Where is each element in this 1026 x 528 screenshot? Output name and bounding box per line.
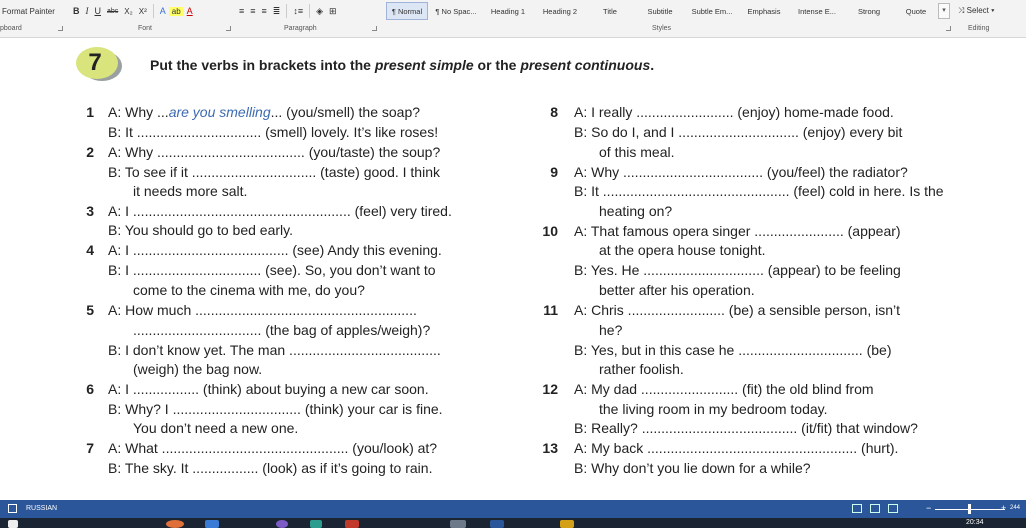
question-number: 10: [542, 223, 558, 239]
language-indicator[interactable]: RUSSIAN: [26, 505, 58, 512]
highlight-icon[interactable]: ab: [169, 7, 184, 16]
zoom-level[interactable]: 244: [1010, 505, 1021, 511]
font-group-label: Font: [138, 25, 153, 32]
q12-line-b: B: Really? ........................................ (it/fit) that window?: [574, 420, 918, 436]
style-item[interactable]: Heading 1: [490, 6, 526, 16]
align-left-icon[interactable]: ≡: [239, 6, 245, 16]
style-item[interactable]: Subtitle: [647, 6, 673, 16]
app-icon[interactable]: [310, 520, 322, 528]
read-mode-icon[interactable]: [852, 504, 862, 513]
question-number: 8: [550, 104, 558, 120]
question-number: 5: [86, 302, 94, 318]
q10-line-b2: better after his operation.: [599, 282, 755, 298]
paragraph-launcher-icon[interactable]: [372, 26, 377, 31]
q10-line-b: B: Yes. He ............................... (appear) to be feeling: [574, 262, 901, 278]
q1-line-b: B: It ................................ (smell) lovely. It’s like roses!: [108, 124, 439, 140]
q2-line-a: A: Why ...................................... (you/taste) the soup?: [108, 144, 441, 160]
q11-line-a: A: Chris ......................... (be) a sensible person, isn’t: [574, 302, 901, 318]
q8-line-b2: of this meal.: [599, 144, 675, 160]
q10-line-a2: at the opera house tonight.: [599, 242, 766, 258]
q13-line-b: B: Why don’t you lie down for a while?: [574, 460, 811, 476]
style-item[interactable]: ¶ No Spac...: [435, 6, 477, 16]
question-number: 11: [543, 302, 558, 318]
app-icon[interactable]: [345, 520, 359, 528]
ribbon: [0, 0, 1026, 38]
style-item[interactable]: Intense E...: [798, 6, 836, 16]
font-group: [70, 2, 196, 20]
clipboard-launcher-icon[interactable]: [58, 26, 63, 31]
app-icon[interactable]: [205, 520, 219, 528]
view-buttons: [852, 504, 898, 513]
align-center-icon[interactable]: ≡: [250, 6, 256, 16]
q5-line-a: A: How much .........................................................: [108, 302, 417, 318]
divider: [309, 4, 310, 18]
clock: 20:34: [966, 519, 984, 526]
borders-icon[interactable]: ⊞: [329, 5, 337, 16]
q12-line-a2: the living room in my bedroom today.: [599, 401, 828, 417]
q5-line-b2: (weigh) the bag now.: [133, 361, 263, 377]
start-icon[interactable]: [8, 520, 18, 528]
style-item[interactable]: Strong: [857, 6, 881, 16]
italic-button[interactable]: I: [85, 6, 89, 16]
strikethrough-button[interactable]: abc: [107, 7, 119, 15]
q2-line-b2: it needs more salt.: [133, 183, 248, 199]
underline-button[interactable]: U: [94, 6, 101, 16]
format-painter-button[interactable]: Format Painter: [2, 6, 55, 16]
q11-line-b: B: Yes, but in this case he ................................ (be): [574, 342, 892, 358]
q7-line-b: B: The sky. It ................. (look) as if it’s going to rain.: [108, 460, 433, 476]
app-icon[interactable]: [276, 520, 288, 528]
font-color-icon[interactable]: A: [186, 6, 193, 16]
q9-line-b: B: It ................................................ (feel) cold in here. Is the: [574, 183, 944, 199]
subscript-button[interactable]: X₂: [124, 6, 133, 16]
question-number: 1: [86, 104, 94, 120]
select-icon: ⤨: [958, 6, 967, 15]
proofing-icon[interactable]: [8, 504, 17, 513]
q4-line-b2: come to the cinema with me, do you?: [133, 282, 365, 298]
q9-line-a: A: Why .................................... (you/feel) the radiator?: [574, 164, 908, 180]
question-number: 4: [86, 242, 94, 258]
app-icon[interactable]: [450, 520, 466, 528]
style-item[interactable]: ¶ Normal: [386, 2, 428, 20]
q5-line-a2: ................................. (the bag of apples/weigh)?: [133, 322, 431, 338]
font-launcher-icon[interactable]: [226, 26, 231, 31]
clipboard-group-label: pboard: [0, 25, 22, 32]
example-answer: are you smelling: [168, 104, 271, 120]
q3-line-b: B: You should go to bed early.: [108, 222, 293, 238]
exercise-number-badge: [72, 45, 120, 81]
q6-line-a: A: I ................. (think) about buying a new car soon.: [108, 381, 429, 397]
styles-more-icon[interactable]: ▾: [938, 3, 950, 19]
style-item[interactable]: Quote: [905, 6, 927, 16]
style-item[interactable]: Heading 2: [542, 6, 578, 16]
exercise-number: 7: [88, 49, 102, 76]
paragraph-group: [236, 2, 340, 20]
q11-line-b2: rather foolish.: [599, 361, 684, 377]
word-icon[interactable]: [490, 520, 504, 528]
q4-line-a: A: I ........................................ (see) Andy this evening.: [108, 242, 442, 258]
exercise-instruction: Put the verbs in brackets into the present simple or the present continuous.: [150, 57, 655, 73]
styles-launcher-icon[interactable]: [946, 26, 951, 31]
question-number: 13: [542, 440, 558, 456]
question-number: 2: [86, 144, 94, 160]
document-page[interactable]: [0, 38, 1026, 500]
style-item[interactable]: Title: [603, 6, 617, 16]
select-button[interactable]: ⤨ Select ▾: [958, 6, 995, 15]
q10-line-a: A: That famous opera singer ....................... (appear): [574, 223, 901, 239]
question-number: 6: [86, 381, 94, 397]
clipboard-group: [0, 2, 55, 20]
question-number: 12: [542, 381, 558, 397]
question-number: 3: [86, 203, 94, 219]
style-item[interactable]: Subtle Em...: [691, 6, 733, 16]
q2-line-b: B: To see if it ................................ (taste) good. I think: [108, 164, 440, 180]
divider: [153, 4, 154, 18]
app-icon[interactable]: [560, 520, 574, 528]
style-item[interactable]: Emphasis: [747, 6, 781, 16]
shading-icon[interactable]: ◈: [316, 5, 324, 16]
q6-line-b2: You don’t need a new one.: [133, 420, 299, 436]
browser-icon[interactable]: [166, 520, 184, 528]
zoom-out-icon[interactable]: −: [926, 503, 932, 513]
print-layout-icon[interactable]: [870, 504, 880, 513]
q7-line-a: A: What ................................................ (you/look) at?: [108, 440, 438, 456]
q8-line-b: B: So do I, and I ............................... (enjoy) every bit: [574, 124, 903, 140]
q13-line-a: A: My back ...................................................... (hurt).: [574, 440, 899, 456]
q5-line-b: B: I don’t know yet. The man .......................................: [108, 342, 441, 358]
question-number: 7: [86, 440, 94, 456]
text-effects-icon[interactable]: A: [159, 6, 166, 16]
taskbar: [0, 518, 1026, 528]
styles-group-label: Styles: [652, 25, 672, 32]
q6-line-b: B: Why? I ................................. (think) your car is fine.: [108, 401, 443, 417]
divider: [286, 4, 287, 18]
editing-group-label: Editing: [968, 25, 990, 32]
status-bar: [0, 500, 1026, 518]
line-spacing-icon[interactable]: ↕≡: [293, 6, 304, 16]
q9-line-b2: heating on?: [599, 203, 673, 219]
question-number: 9: [550, 164, 558, 180]
zoom-in-icon[interactable]: +: [1001, 503, 1007, 513]
superscript-button[interactable]: X²: [138, 6, 147, 16]
paragraph-group-label: Paragraph: [284, 25, 317, 32]
q1-line-a: A: Why ...are you smelling... (you/smell) the soap?: [108, 104, 421, 120]
q8-line-a: A: I really ......................... (enjoy) home-made food.: [574, 104, 894, 120]
align-right-icon[interactable]: ≡: [261, 6, 267, 16]
zoom-slider-thumb[interactable]: [968, 504, 971, 514]
q3-line-a: A: I ........................................................ (feel) very tired.: [108, 203, 452, 219]
q12-line-a: A: My dad ......................... (fit) the old blind from: [574, 381, 874, 397]
q11-line-a2: he?: [599, 322, 623, 338]
q4-line-b: B: I ................................. (see). So, you don’t want to: [108, 262, 436, 278]
web-layout-icon[interactable]: [888, 504, 898, 513]
bold-button[interactable]: B: [73, 6, 80, 16]
justify-icon[interactable]: ≣: [272, 5, 281, 16]
